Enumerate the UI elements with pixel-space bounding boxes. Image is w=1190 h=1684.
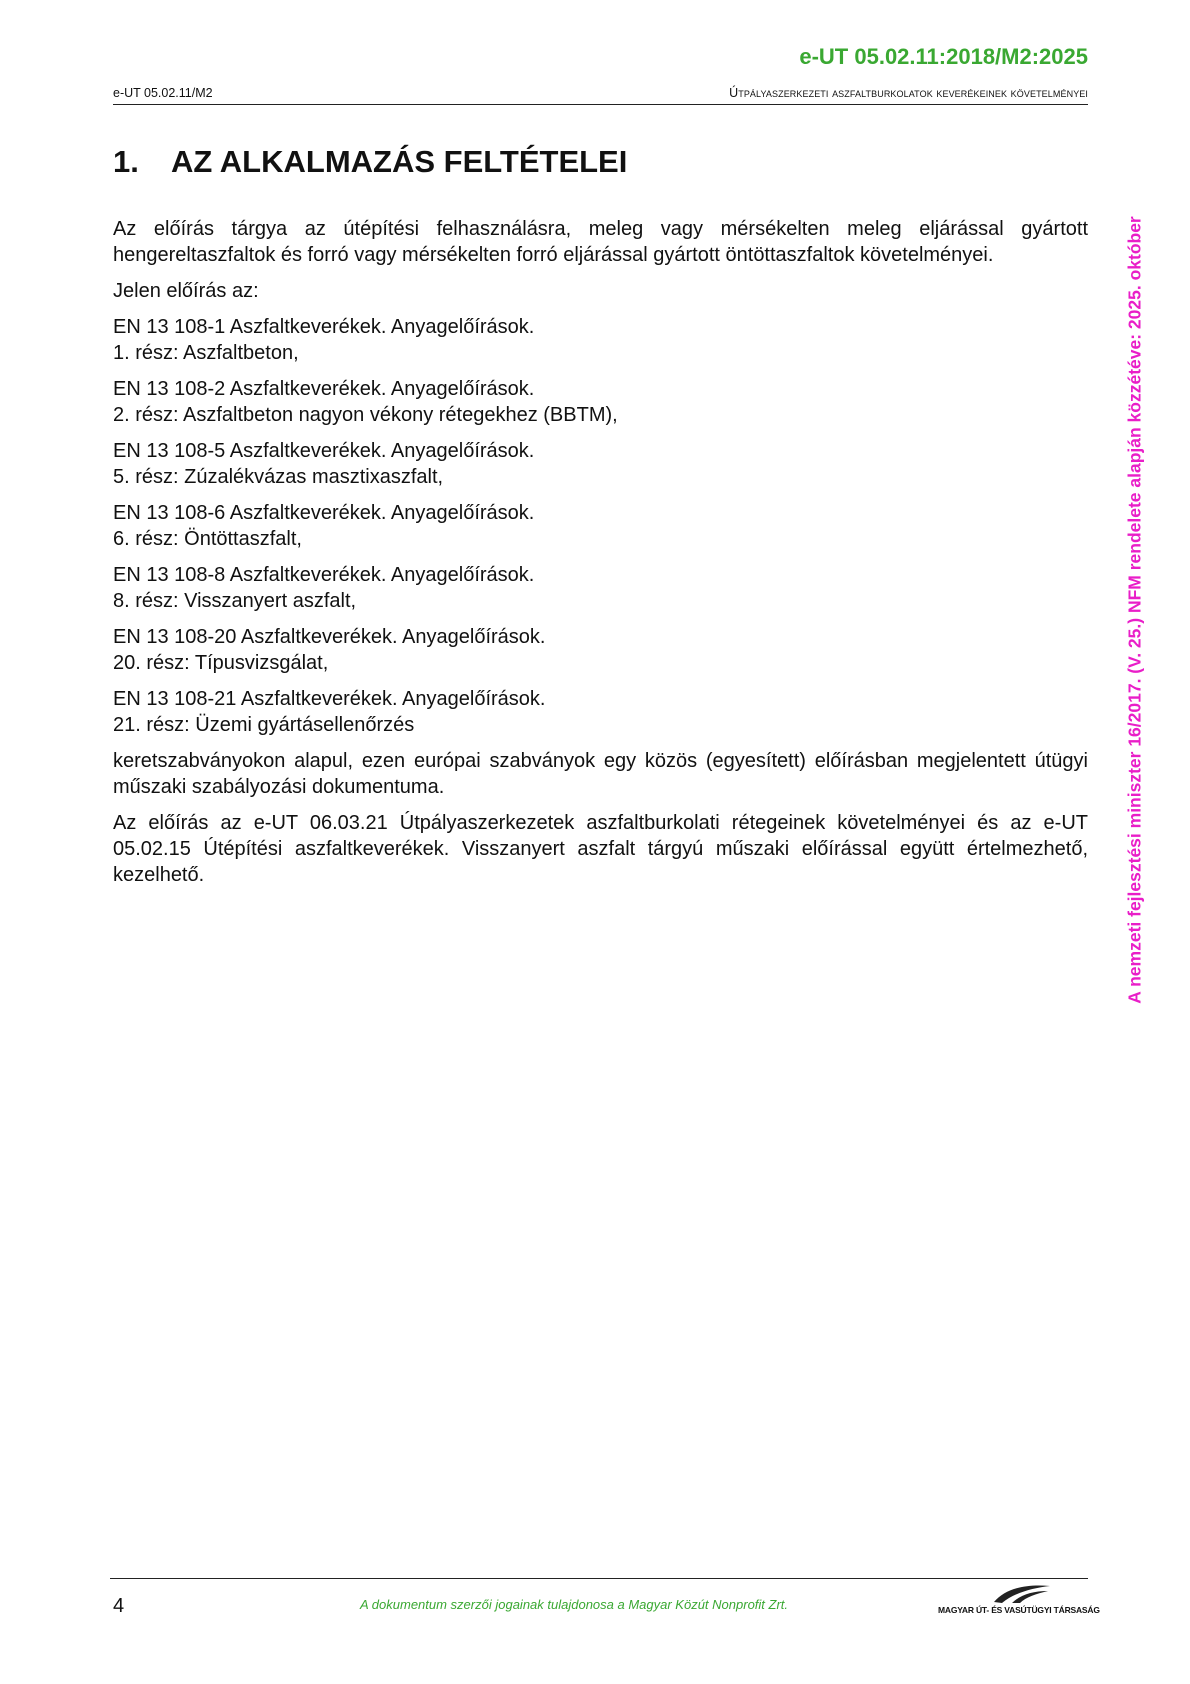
standard-item	[113, 438, 1088, 490]
standard-part: 20. rész: Típusvizsgálat,	[113, 652, 329, 674]
chapter-number: 1.	[113, 144, 139, 179]
standard-part: 6. rész: Öntöttaszfalt,	[113, 528, 302, 550]
standard-code: EN 13 108-8 Aszfaltkeverékek. Anyagelőírások.	[113, 564, 535, 586]
standard-item	[113, 624, 1088, 676]
standard-part: 5. rész: Zúzalékvázas masztixaszfalt,	[113, 466, 444, 488]
standard-part: 2. rész: Aszfaltbeton nagyon vékony rétegekhez (BBTM),	[113, 404, 618, 426]
chapter-title: AZ ALKALMAZÁS FELTÉTELEI	[171, 144, 628, 179]
footer-divider	[110, 1578, 1088, 1579]
organization-logo	[938, 1580, 1100, 1624]
running-header-code: e-UT 05.02.11/M2	[113, 86, 213, 100]
standard-item	[113, 686, 1088, 738]
standard-code: EN 13 108-6 Aszfaltkeverékek. Anyagelőírások.	[113, 502, 535, 524]
standard-code: EN 13 108-21 Aszfaltkeverékek. Anyagelőírások.	[113, 688, 546, 710]
lead-paragraph: Jelen előírás az:	[113, 280, 259, 302]
copyright-notice: A dokumentum szerzői jogainak tulajdonosa a Magyar Közút Nonprofit Zrt.	[360, 1597, 789, 1612]
standard-code: EN 13 108-5 Aszfaltkeverékek. Anyagelőírások.	[113, 440, 535, 462]
publication-note	[1122, 150, 1148, 1070]
running-header-title: Útpályaszerkezeti aszfaltburkolatok keverékeinek követelményei	[729, 86, 1088, 100]
related-paragraph: Az előírás az e-UT 06.03.21 Útpályaszerkezetek aszfaltburkolati rétegeinek követelményei és az e-UT 05.02.15 Útépítési aszfaltkeverékek. Visszanyert aszfalt tárgyú műszaki előírással együtt értelmezhető, kezelhető.	[113, 812, 1088, 886]
standard-item	[113, 314, 1088, 366]
intro-paragraph: Az előírás tárgya az útépítési felhasználásra, meleg vagy mérsékelten meleg eljárással gyártott hengereltaszfaltok és forró vagy mérsékelten forró eljárással gyártott öntöttaszfaltok követelményei.	[113, 218, 1088, 266]
standard-item	[113, 500, 1088, 552]
page-number: 4	[113, 1595, 125, 1617]
standard-part: 21. rész: Üzemi gyártásellenőrzés	[113, 714, 415, 736]
standard-code: EN 13 108-2 Aszfaltkeverékek. Anyagelőírások.	[113, 378, 535, 400]
standard-item	[113, 562, 1088, 614]
road-swoosh-icon	[992, 1582, 1052, 1604]
standard-part: 1. rész: Aszfaltbeton,	[113, 342, 299, 364]
publication-note-text: A nemzeti fejlesztési miniszter 16/2017. (V. 25.) NFM rendelete alapján közzétéve: 2025. október	[1124, 216, 1145, 1004]
standard-code: EN 13 108-20 Aszfaltkeverékek. Anyagelőírások.	[113, 626, 546, 648]
body-content	[113, 216, 1088, 898]
conclusion-paragraph: keretszabványokon alapul, ezen európai szabványok egy közös (egyesített) előírásban megjelentett útügyi műszaki szabályozási dokumentuma.	[113, 750, 1088, 798]
logo-text: MAGYAR ÚT- ÉS VASÚTÜGYI TÁRSASÁG	[938, 1605, 1100, 1615]
document-code: e-UT 05.02.11:2018/M2:2025	[799, 44, 1088, 69]
standard-code: EN 13 108-1 Aszfaltkeverékek. Anyagelőírások.	[113, 316, 535, 338]
standard-part: 8. rész: Visszanyert aszfalt,	[113, 590, 357, 612]
chapter-heading	[113, 144, 627, 180]
standard-item	[113, 376, 1088, 428]
header-divider	[113, 104, 1088, 105]
